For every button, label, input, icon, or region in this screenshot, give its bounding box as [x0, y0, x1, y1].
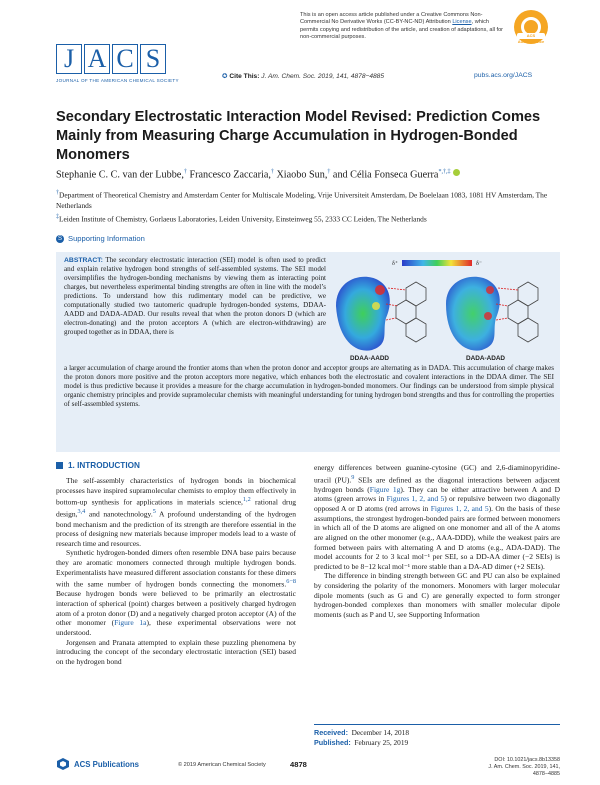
journal-website-link[interactable]: pubs.acs.org/JACS: [474, 72, 533, 79]
toc-graphic: [330, 258, 556, 362]
paragraph: Synthetic hydrogen-bonded dimers often resemble DNA base pairs because they are aromatic monomers connected through multiple hydrogen bonds. Experimentalists have measured different association constants for these dimers with the same number of hydrogen bonds connecting the monomers.$^{6-8}$ Because hydrogen bonds were believed to be primarily an electrostatic interaction of spherical (point) charges between a positively charged hydrogen atom of a proton donor (D) and a negatively charged proton acceptor (A) of the other monomer (Figure 1a), these experimental observations were not understood.: [56, 548, 296, 637]
figure-link[interactable]: Figure 1g: [369, 484, 401, 494]
scale-min-label: δ⁺: [392, 261, 398, 267]
toc-label-ddaa: DDAA-AADD: [350, 355, 390, 362]
acs-publications-logo[interactable]: [56, 758, 139, 770]
dada-partner-structure: [496, 282, 538, 342]
page-number: 4878: [290, 760, 307, 769]
paragraph: Jorgensen and Pranata attempted to explain these puzzling phenomena by introducing the concept of the secondary electrostatic interaction (SEI) based on the hydrogen bond: [56, 637, 296, 666]
affiliation: †Department of Theoretical Chemistry and Amsterdam Center for Multiscale Modeling, Vrije Universiteit Amsterdam, De Boelelaan 1083, 1081 HV Amsterdam, The Netherlands: [56, 190, 548, 211]
author-name[interactable]: Xiaobo Sun,: [276, 169, 328, 181]
acs-hexagon-icon: [56, 758, 70, 770]
article-title: Secondary Electrostatic Interaction Model Revised: Prediction Comes Mainly from Measuring Charge Accumulation in Hydrogen-Bonded Monomers: [56, 109, 541, 163]
logo-letter: J: [56, 44, 82, 74]
reference-link[interactable]: 6−8: [286, 578, 296, 586]
license-link[interactable]: License: [452, 19, 472, 26]
reference-link[interactable]: 5: [152, 508, 156, 516]
publisher-name: ACS Publications: [74, 759, 139, 769]
author-name[interactable]: Stephanie C. C. van der Lubbe,: [56, 169, 184, 181]
reference-link[interactable]: 3,4: [77, 508, 86, 516]
paragraph: The difference in binding strength between GC and PU can also be explained by considering the polarity of the monomers. Monomers with larger molecular dipole moments (such as G and C) are generally expected to form stronger hydrogen-bonded complexes than monomers with smaller molecular dipole moments (such as P and U, see Supporting Information: [314, 571, 560, 619]
badge-text: ACS AuthorChoice: [517, 33, 545, 44]
abstract-text: ABSTRACT: The secondary electrostatic interaction (SEI) model is often used to predict and explain relative hydrogen bond strengths of self-assembled systems. The SEI model oversimplifies the hydrogen-bonding mechanisms by viewing them as interacting point charges, but nevertheless experimental binding strengths are often in line with the model’s predictions. To understand how this rudimentary model can be predictive, we computationally studied two tautomeric quadruple hydrogen-bonded systems, DDAA-AADD and DADA-ADAD. Our results reveal that when the proton donors D (which are electron-donating) and the proton acceptors A (which are electron-withdrawing) are grouped together as in DDAA, there is: [64, 256, 326, 337]
logo-letter: A: [84, 44, 110, 74]
received-date: Received: December 14, 2018: [314, 728, 409, 737]
cite-icon: ✪: [222, 73, 228, 80]
reference-link[interactable]: 9: [351, 473, 355, 481]
info-icon: S: [57, 235, 62, 242]
section-heading: 1. INTRODUCTION: [56, 461, 140, 470]
logo-letter: C: [112, 44, 138, 74]
section-marker-icon: [56, 462, 63, 469]
figure-link[interactable]: Figure 1a: [114, 618, 147, 628]
copyright: © 2019 American Chemical Society: [178, 762, 266, 768]
author-name[interactable]: Francesco Zaccaria,: [189, 169, 271, 181]
figure-link[interactable]: Figures 1, 2, and 5: [430, 504, 489, 513]
figure-link[interactable]: Figures 1, 2, and 5: [386, 494, 445, 504]
open-access-notice: This is an open access article published under a Creative Commons Non-Commercial No Derivative Works (CC-BY-NC-ND) Attribution License, which permits copying and redistribution of the article, and creation of adaptations, all for non-commercial purposes.: [300, 12, 504, 40]
journal-logo[interactable]: [56, 44, 166, 74]
author-list: Stephanie C. C. van der Lubbe,† Francesco Zaccaria,† Xiaobo Sun,† and Célia Fonseca Guerra*,†,‡: [56, 166, 556, 181]
ddaa-partner-structure: [386, 282, 426, 342]
footer-doi: [472, 757, 560, 778]
author-name[interactable]: and Célia Fonseca Guerra: [332, 169, 439, 181]
charge-scale-bar: [402, 260, 472, 266]
doi-link[interactable]: DOI: 10.1021/jacs.8b13358: [494, 757, 560, 763]
cite-text: J. Am. Chem. Soc. 2019, 141, 4878−4885: [261, 73, 384, 80]
paragraph: The self-assembly characteristics of hydrogen bonds in biochemical processes have inspired supramolecular chemists to employ them effectively in bottom-up synthesis for applications in materials science,$^{1,2}$ rational drug design,$^{3,4}$ and nanotechnology.$^5$ A profound understanding of the hydrogen bond mechanism and the prediction of its strength are therefore essential in the process of designing new materials because improper models lead to a waste of research time and resources.: [56, 476, 297, 548]
acs-authorchoice-badge-icon: [514, 10, 548, 44]
scale-max-label: δ⁻: [476, 261, 482, 267]
article-dates: [314, 724, 560, 748]
orcid-icon[interactable]: [453, 169, 460, 176]
abstract-text-continued: a larger accumulation of charge around the frontier atoms than when the proton donor and acceptor groups are alternating as in DADA. This accumulation of charge makes the proton donors more positive and the proton acceptors more negative, which enhances both the electrostatic and covalent interactions in the DDAA dimer. The SEI model is thus predictive because it provides a measure for the charge accumulation in hydrogen-bonded monomers. Our findings can be understood from simple physical organic chemistry principles and provide supramolecular chemists with meaningful understanding for tuning hydrogen bond strengths and thus for controlling the properties of self-assembled systems.: [64, 364, 554, 409]
paragraph: energy differences between guanine-cytosine (GC) and 2,6-diaminopyridine-uracil (PU).$^9$ SEIs are defined as the diagonal interactions between adjacent hydrogen bonds (Figure 1g). They can be either attractive between A and D atoms (green arrows in Figures 1, 2, and 5) or repulsive between two diagonally opposed A or D atoms (red arrows in Figures 1, 2, and 5). On the basis of these assumptions, the strongest hydrogen-bonded pairs are formed between monomers in which all of the D atoms are aligned on one monomer and all of the A atoms are aligned on the other monomer (e.g., AAA-DDD), while the weakest pairs are formed between pairs with alternating A and D atoms (e.g., ADA-DAD). The model accounts for 2 to 3 kcal mol⁻¹ per SEI, so a DD-AA dimer (−2 SEIs) is predicted to be 8−12 kcal mol⁻¹ more stable than a DA-AD dimer (+2 SEIs).: [314, 463, 560, 571]
cite-this[interactable]: [222, 72, 384, 80]
abstract-label: ABSTRACT:: [64, 257, 103, 264]
right-column: [314, 463, 560, 620]
published-date: Published: February 25, 2019: [314, 738, 409, 747]
supporting-information-link[interactable]: [56, 234, 145, 243]
logo-letter: S: [140, 44, 166, 74]
cite-label: Cite This:: [229, 73, 260, 80]
reference-link[interactable]: 1,2: [242, 496, 251, 504]
si-label: Supporting Information: [68, 234, 145, 243]
ddaa-surface: [336, 277, 390, 351]
toc-label-dada: DADA-ADAD: [466, 355, 506, 362]
left-column: [56, 476, 296, 666]
journal-tagline: JOURNAL OF THE AMERICAN CHEMICAL SOCIETY: [56, 78, 179, 83]
dada-surface: [446, 277, 500, 351]
footer-citation: J. Am. Chem. Soc. 2019, 141, 4878−4885: [488, 764, 560, 777]
affiliation: ‡Leiden Institute of Chemistry, Gorlaeus Laboratories, Leiden University, Einsteinweg 55, 2333 CC Leiden, The Netherlands: [56, 213, 427, 224]
affiliations: [56, 188, 556, 225]
